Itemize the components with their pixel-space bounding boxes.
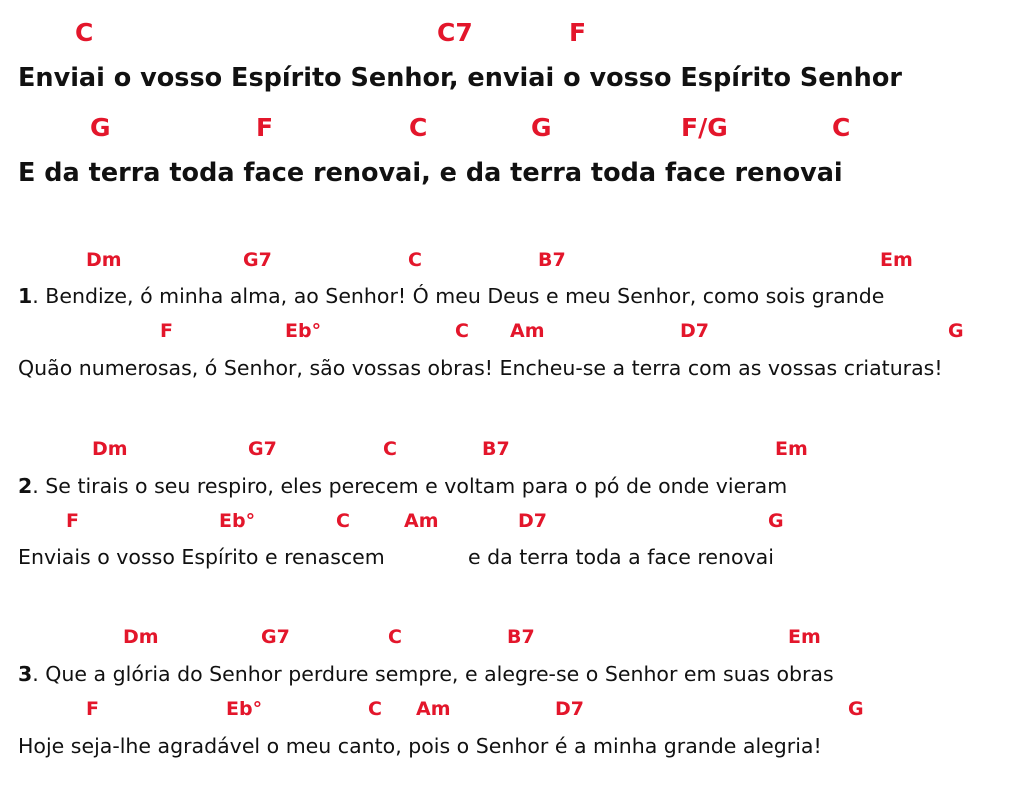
verse-line [18, 545, 774, 569]
chord: Dm [86, 249, 122, 271]
chord: F [66, 510, 79, 532]
chord: D7 [555, 698, 584, 720]
chord: G7 [248, 438, 277, 460]
chord: F [160, 320, 173, 342]
chord: C [368, 698, 382, 720]
chord: C [455, 320, 469, 342]
chord: G [768, 510, 784, 532]
verse-line: Quão numerosas, ó Senhor, são vossas obras! Encheu-se a terra com as vossas criaturas! [18, 356, 943, 380]
chord: G [90, 113, 111, 142]
chord: C [383, 438, 397, 460]
chord: Em [788, 626, 821, 648]
verse-line [18, 474, 787, 498]
chord: Em [775, 438, 808, 460]
verse-number: 2 [18, 474, 33, 498]
chord: F [86, 698, 99, 720]
chord: F [256, 113, 274, 142]
chord: C [408, 249, 422, 271]
chord: Eb° [219, 510, 256, 532]
chord: C [336, 510, 350, 532]
chord: F [569, 18, 587, 47]
verse-text: e da terra toda a face renovai [468, 545, 774, 569]
refrain-line: Enviai o vosso Espírito Senhor, enviai o vosso Espírito Senhor [18, 63, 902, 93]
verse-text: Enviais o vosso Espírito e renascem [18, 545, 385, 569]
verse-line [18, 662, 834, 686]
chord: F/G [681, 113, 728, 142]
chord: Am [510, 320, 545, 342]
chord: G [848, 698, 864, 720]
chord: Dm [123, 626, 159, 648]
verse-line: Hoje seja-lhe agradável o meu canto, pois o Senhor é a minha grande alegria! [18, 734, 822, 758]
chord: C [832, 113, 851, 142]
verse-text: . Se tirais o seu respiro, eles perecem e voltam para o pó de onde vieram [32, 474, 788, 498]
chord: G7 [261, 626, 290, 648]
chord: C [388, 626, 402, 648]
chord: Dm [92, 438, 128, 460]
chord: Am [416, 698, 451, 720]
chord: D7 [680, 320, 709, 342]
chord: G7 [243, 249, 272, 271]
chord: Em [880, 249, 913, 271]
verse-text: . Que a glória do Senhor perdure sempre, e alegre-se o Senhor em suas obras [32, 662, 834, 686]
refrain-line: E da terra toda face renovai, e da terra toda face renovai [18, 158, 843, 188]
chord: B7 [507, 626, 535, 648]
chord: C [409, 113, 428, 142]
chord: C7 [437, 18, 473, 47]
chord: D7 [518, 510, 547, 532]
chord: Eb° [285, 320, 322, 342]
chord: Eb° [226, 698, 263, 720]
verse-number: 1 [18, 284, 33, 308]
verse-text: . Bendize, ó minha alma, ao Senhor! Ó meu Deus e meu Senhor, como sois grande [32, 284, 885, 308]
chord: C [75, 18, 94, 47]
chord: Am [404, 510, 439, 532]
chord: G [948, 320, 964, 342]
verse-line [18, 284, 884, 308]
chord: G [531, 113, 552, 142]
chord: B7 [538, 249, 566, 271]
chord: B7 [482, 438, 510, 460]
verse-number: 3 [18, 662, 33, 686]
